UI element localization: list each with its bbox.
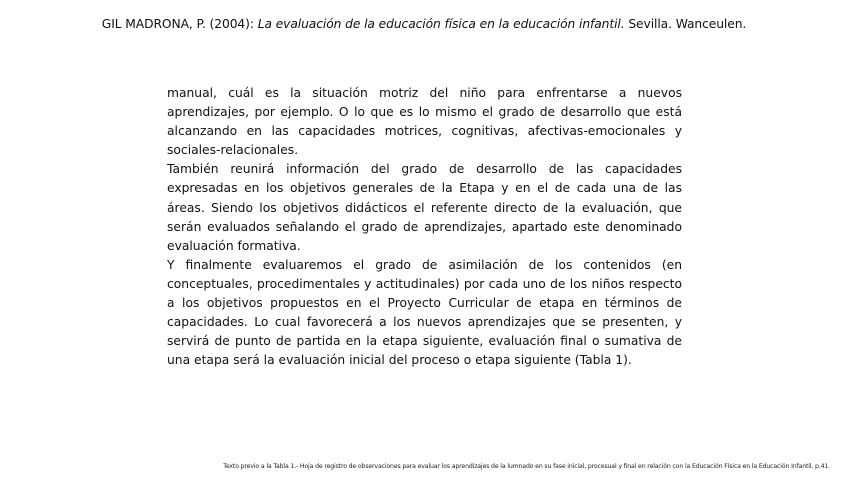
citation-publisher: Sevilla. Wanceulen. xyxy=(624,17,747,31)
paragraph-3: Y finalmente evaluaremos el grado de asimilación de los contenidos (en conceptuales, procedimentales y actitudinales) por cada uno de los niños respecto a los objetivos propuestos en el Proyecto Curricular de etapa en términos de capacidades. Lo cual favorecerá a los nuevos aprendizajes que se presenten, y servirá de punto de partida en la etapa siguiente, evaluación final o sumativa de una etapa será la evaluación inicial del proceso o etapa siguiente (Tabla 1). xyxy=(167,257,682,368)
paragraph-2: También reunirá información del grado de desarrollo de las capacidades expresadas en los objetivos generales de la Etapa y en el de cada una de las áreas. Siendo los objetivos didácticos el referente directo de la evaluación, que serán evaluados señalando el grado de aprendizajes, apartado este denominado evaluación formativa. xyxy=(167,162,682,253)
body-text xyxy=(167,84,682,370)
citation-header xyxy=(0,17,848,31)
citation-title: La evaluación de la educación física en la educación infantil. xyxy=(257,17,625,31)
paragraph-1: manual, cuál es la situación motriz del niño para enfrentarse a nuevos aprendizajes, por ejemplo. O lo que es lo mismo el grado de desarrollo que está alcanzando en las capacidades motrices, cognitivas, afectivas-emocionales y sociales-relacionales. xyxy=(167,86,682,158)
footer-note: Texto previo a la Tabla 1.- Hoja de registro de observaciones para evaluar los aprendizajes de la lumnado en su fase inicial, procesual y final en relación con la Educación Física en la Educación Infantil, p.41. xyxy=(223,463,830,470)
citation-author-year: GIL MADRONA, P. (2004): xyxy=(101,17,258,31)
